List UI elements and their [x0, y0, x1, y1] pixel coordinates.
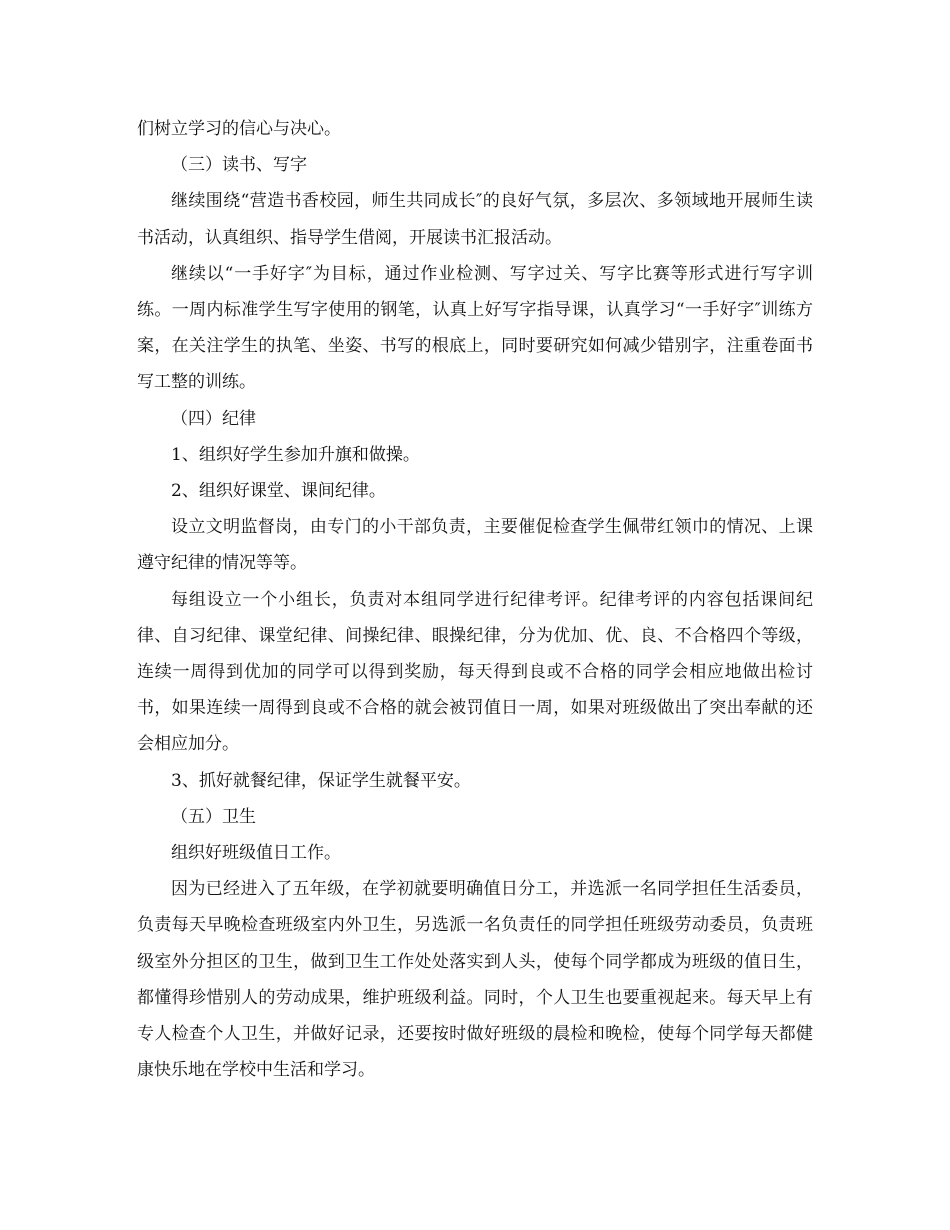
section-heading-discipline: （四）纪律 [171, 408, 256, 429]
paragraph: 因为已经进入了五年级，在学初就要明确值日分工，并选派一名同学担任生活委员，负责每天早晚检查班级室内外卫生，另选派一名负责任的同学担任班级劳动委员，负责班级室外分担区的卫生，做到卫生工作处处落实到人头，使每个同学都成为班级的值日生，都懂得珍惜别人的劳动成果，维护班级利益。同时，个人卫生也要重视起来。每天早上有专人检查个人卫生，并做好记录，还要按时做好班级的晨检和晚检，使每个同学每天都健康快乐地在学校中生活和学习。 [137, 879, 813, 1081]
paragraph: 继续以“一手好字″为目标，通过作业检测、写字过关、写字比赛等形式进行写字训练。一周内标准学生写字使用的钢笔，认真上好写字指导课，认真学习“一手好字″训练方案，在关注学生的执笔、坐姿、书写的根底上，同时要研究如何减少错别字，注重卷面书写工整的训练。 [137, 263, 813, 393]
list-item: 3、抓好就餐纪律，保证学生就餐平安。 [171, 770, 471, 791]
list-item: 2、组织好课堂、课间纪律。 [171, 481, 386, 502]
section-heading-hygiene: （五）卫生 [171, 806, 256, 827]
section-heading-reading-writing: （三）读书、写字 [171, 155, 307, 176]
document-page [137, 111, 813, 1088]
paragraph: 组织好班级值日工作。 [171, 843, 341, 864]
paragraph: 每组设立一个小组长，负责对本组同学进行纪律考评。纪律考评的内容包括课间纪律、自习纪律、课堂纪律、间操纪律、眼操纪律，分为优加、优、良、不合格四个等级，连续一周得到优加的同学可以得到奖励，每天得到良或不合格的同学会相应地做出检讨书，如果连续一周得到良或不合格的就会被罚值日一周，如果对班级做出了突出奉献的还会相应加分。 [137, 589, 813, 755]
paragraph-continuation: 们树立学习的信心与决心。 [137, 119, 341, 139]
paragraph: 设立文明监督岗，由专门的小干部负责，主要催促检查学生佩带红领巾的情况、上课遵守纪律的情况等等。 [137, 517, 813, 574]
paragraph: 继续围绕“营造书香校园，师生共同成长″的良好气氛，多层次、多领域地开展师生读书活动，认真组织、指导学生借阅，开展读书汇报活动。 [137, 191, 813, 248]
list-item: 1、组织好学生参加升旗和做操。 [171, 444, 420, 465]
